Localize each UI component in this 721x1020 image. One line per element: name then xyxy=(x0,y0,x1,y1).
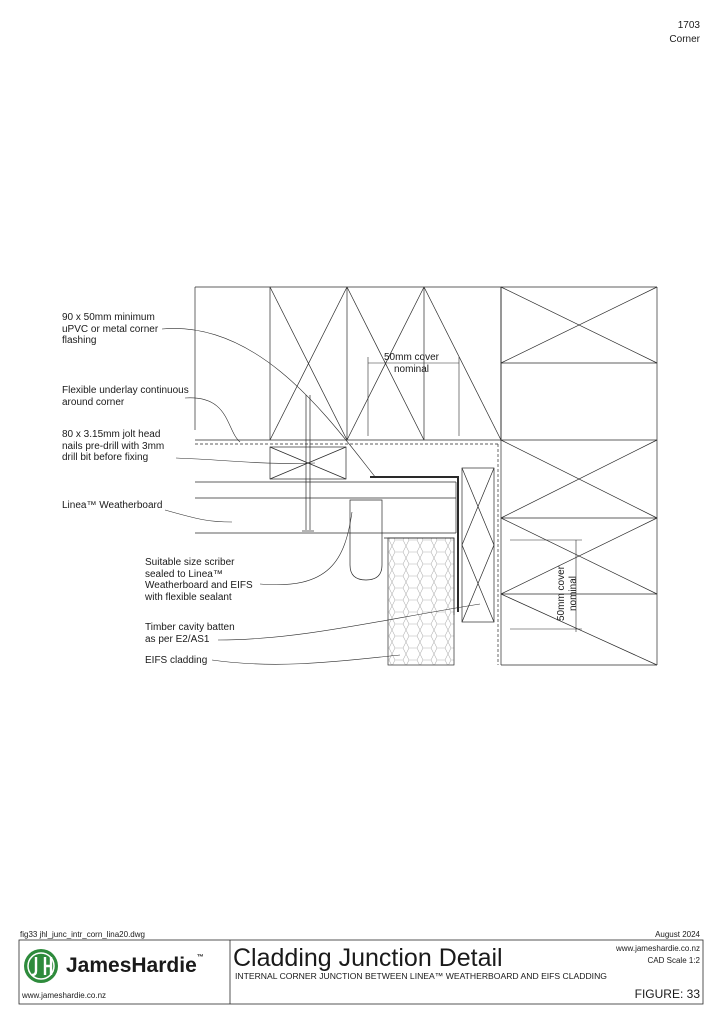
website-top[interactable]: www.jameshardie.co.nz xyxy=(615,944,700,953)
label-batten: Timber cavity batten as per E2/AS1 xyxy=(145,622,235,645)
label-underlay: Flexible underlay continuous around corner xyxy=(62,385,189,408)
drawing-title: Cladding Junction Detail xyxy=(233,944,503,972)
brand-name xyxy=(66,954,204,978)
label-weatherboard: Linea™ Weatherboard xyxy=(62,500,163,511)
label-flashing: 90 x 50mm minimum uPVC or metal corner flashing xyxy=(62,312,159,346)
label-scriber: Suitable size scriber sealed to Linea™ Weatherboard and EIFS with flexible sealant xyxy=(145,557,253,603)
figure-code: 1703 xyxy=(677,20,700,31)
brand-logo xyxy=(24,949,58,983)
label-cover-top: 50mm cover nominal xyxy=(384,352,440,375)
website-bottom[interactable]: www.jameshardie.co.nz xyxy=(22,991,107,1000)
label-eifs: EIFS cladding xyxy=(145,655,208,666)
figure-number: FIGURE: 33 xyxy=(634,987,700,1001)
drawing-subtitle: INTERNAL CORNER JUNCTION BETWEEN LINEA™ WEATHERBOARD AND EIFS CLADDING xyxy=(235,971,607,981)
label-nails: 80 x 3.15mm jolt head nails pre-drill with 3mm drill bit before fixing xyxy=(62,429,165,463)
file-name: fig33 jhl_junc_intr_corn_lina20.dwg xyxy=(20,930,145,939)
brand-wordmark: JamesHardie xyxy=(66,954,197,977)
brand-trademark: ™ xyxy=(196,954,204,961)
figure-category: Corner xyxy=(669,34,700,45)
label-cover-right: 50mm cover nominal xyxy=(556,565,579,622)
cad-scale: CAD Scale 1:2 xyxy=(647,956,700,965)
issue-date: August 2024 xyxy=(655,930,700,939)
